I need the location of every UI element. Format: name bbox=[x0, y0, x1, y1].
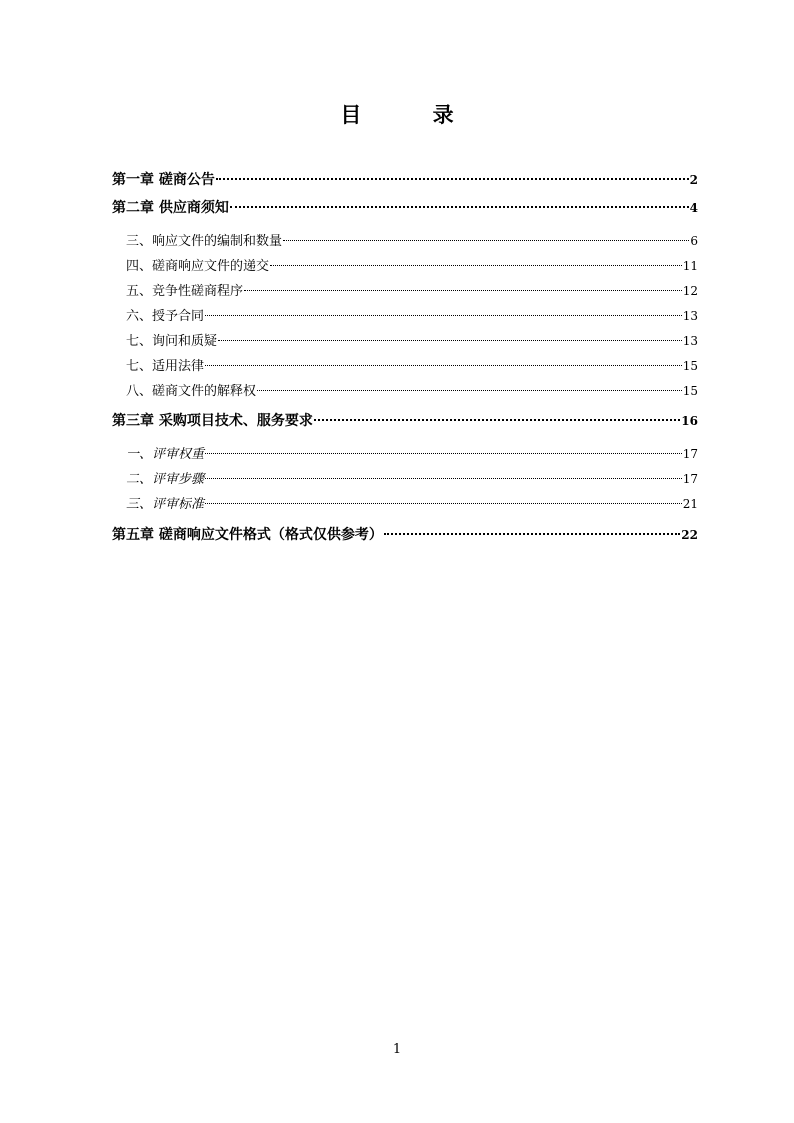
toc-leader bbox=[270, 265, 682, 266]
toc-leader bbox=[216, 178, 689, 180]
toc-entry[interactable] bbox=[126, 305, 698, 327]
toc-entry-label: 一、评审权重 bbox=[126, 447, 205, 462]
toc-entry[interactable] bbox=[126, 330, 698, 352]
toc-leader bbox=[314, 419, 680, 421]
toc-entry-label: 六、授予合同 bbox=[126, 309, 205, 324]
toc-entry[interactable] bbox=[126, 230, 698, 252]
toc-entry-label: 三、响应文件的编制和数量 bbox=[126, 234, 283, 249]
toc-entry[interactable] bbox=[126, 468, 698, 490]
toc-entry-page: 17 bbox=[682, 447, 698, 461]
toc-leader bbox=[205, 315, 682, 316]
toc-title: 目 录 bbox=[340, 102, 486, 127]
toc-leader bbox=[283, 240, 689, 241]
toc-entry-page: 4 bbox=[689, 201, 698, 215]
toc-entry[interactable] bbox=[126, 255, 698, 277]
toc-entry[interactable] bbox=[112, 197, 698, 219]
toc-entry-label: 四、磋商响应文件的递交 bbox=[126, 259, 270, 274]
toc-entry-page: 2 bbox=[689, 173, 698, 187]
toc-entry-label: 第五章 磋商响应文件格式（格式仅供参考） bbox=[112, 527, 383, 543]
toc-entry-page: 6 bbox=[690, 234, 698, 248]
toc-entry[interactable] bbox=[112, 524, 698, 546]
toc-entry-label: 五、竞争性磋商程序 bbox=[126, 284, 244, 299]
toc-entry-label: 第三章 采购项目技术、服务要求 bbox=[112, 413, 313, 429]
toc-entry-page: 12 bbox=[682, 284, 698, 298]
toc-leader bbox=[205, 478, 682, 479]
toc-entry-page: 17 bbox=[682, 472, 698, 486]
toc-entry-page: 16 bbox=[681, 414, 698, 428]
toc-entry[interactable] bbox=[112, 410, 698, 432]
toc-entry-label: 第二章 供应商须知 bbox=[112, 200, 229, 216]
toc-entry-page: 11 bbox=[682, 259, 698, 273]
toc-entry-label: 二、评审步骤 bbox=[126, 472, 205, 487]
toc-entry[interactable] bbox=[112, 169, 698, 191]
toc-entry-label: 第一章 磋商公告 bbox=[112, 172, 215, 188]
toc-leader bbox=[230, 206, 689, 208]
toc-entry-label: 三、评审标准 bbox=[126, 497, 205, 512]
toc-leader bbox=[205, 365, 682, 366]
toc-entry-page: 22 bbox=[681, 528, 698, 542]
toc-entry-page: 15 bbox=[682, 359, 698, 373]
toc-leader bbox=[244, 290, 682, 291]
page-number: 1 bbox=[392, 1042, 402, 1057]
toc-entry-label: 八、磋商文件的解释权 bbox=[126, 384, 257, 399]
toc-entry-page: 13 bbox=[682, 309, 698, 323]
toc-leader bbox=[384, 533, 680, 535]
toc-leader bbox=[205, 503, 682, 504]
toc-entry[interactable] bbox=[126, 280, 698, 302]
toc-leader bbox=[257, 390, 682, 391]
toc-entry-label: 七、询问和质疑 bbox=[126, 334, 218, 349]
toc-entry[interactable] bbox=[126, 380, 698, 402]
toc-entry[interactable] bbox=[126, 443, 698, 465]
toc-entry-page: 15 bbox=[682, 384, 698, 398]
toc-entry-page: 21 bbox=[682, 497, 698, 511]
toc-entry-label: 七、适用法律 bbox=[126, 359, 205, 374]
toc-entry-page: 13 bbox=[682, 334, 698, 348]
toc-entry[interactable] bbox=[126, 493, 698, 515]
toc-leader bbox=[218, 340, 682, 341]
toc-entry[interactable] bbox=[126, 355, 698, 377]
toc-leader bbox=[205, 453, 682, 454]
